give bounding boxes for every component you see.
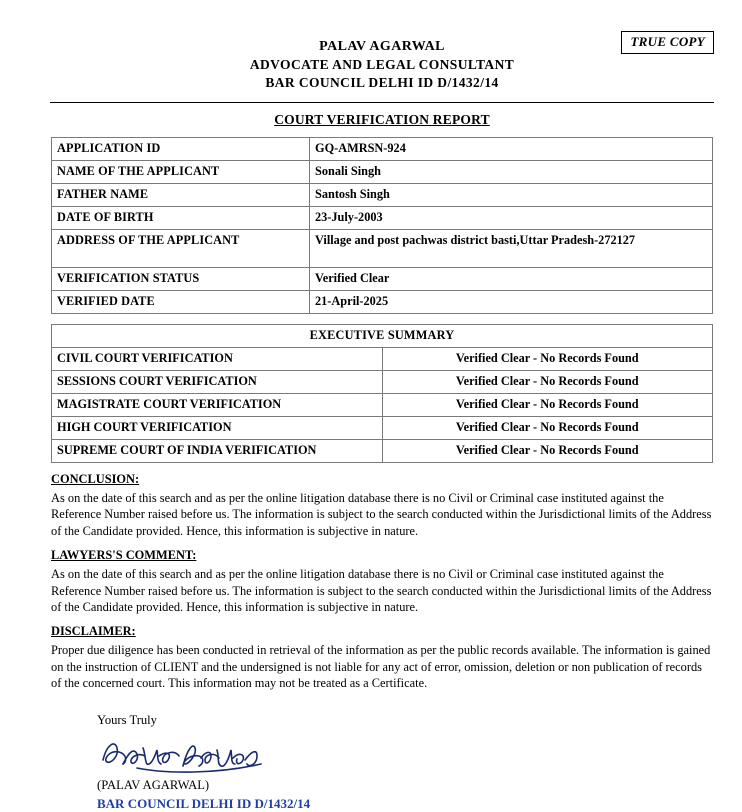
closing-block — [51, 713, 713, 812]
detail-value: 21-April-2025 — [310, 291, 713, 314]
executive-summary-table — [51, 324, 713, 463]
summary-label: CIVIL COURT VERIFICATION — [52, 348, 383, 371]
detail-label: NAME OF THE APPLICANT — [52, 161, 310, 184]
table-row — [52, 138, 713, 161]
detail-label: VERIFICATION STATUS — [52, 268, 310, 291]
letterhead — [50, 38, 714, 92]
summary-value: Verified Clear - No Records Found — [382, 417, 713, 440]
section-body: Proper due diligence has been conducted in retrieval of the information as per the public records available. The information is gained on the instruction of CLIENT and the undersigned is not liable for any act of error, omission, deletion or non publication of records of the concerned court. This information may not be treated as a Certificate. — [51, 643, 711, 691]
table-row — [52, 371, 713, 394]
detail-label: DATE OF BIRTH — [52, 207, 310, 230]
applicant-details-table — [51, 137, 713, 314]
table-row — [52, 207, 713, 230]
letterhead-bar-id: BAR COUNCIL DELHI ID D/1432/14 — [265, 75, 499, 91]
disclaimer-section — [51, 624, 713, 691]
detail-label: ADDRESS OF THE APPLICANT — [52, 230, 310, 268]
section-heading: DISCLAIMER: — [51, 624, 136, 639]
true-copy-stamp: TRUE COPY — [621, 31, 714, 54]
signature-image — [97, 734, 713, 778]
detail-value: Village and post pachwas district basti,Uttar Pradesh-272127 — [310, 230, 713, 268]
conclusion-section — [51, 472, 713, 539]
table-row — [52, 417, 713, 440]
summary-value: Verified Clear - No Records Found — [382, 440, 713, 463]
summary-value: Verified Clear - No Records Found — [382, 394, 713, 417]
table-row — [52, 348, 713, 371]
header-divider — [50, 102, 714, 103]
letterhead-designation: ADVOCATE AND LEGAL CONSULTANT — [249, 57, 515, 73]
section-heading: LAWYERS'S COMMENT: — [51, 548, 197, 563]
lawyers-comment-section — [51, 548, 713, 615]
detail-value: GQ-AMRSN-924 — [310, 138, 713, 161]
detail-label: FATHER NAME — [52, 184, 310, 207]
signatory-name: (PALAV AGARWAL) — [97, 778, 210, 793]
letterhead-name: PALAV AGARWAL — [319, 39, 445, 54]
signatory-bar-id: BAR COUNCIL DELHI ID D/1432/14 — [97, 796, 311, 812]
yours-truly-label: Yours Truly — [97, 713, 157, 728]
table-row — [52, 325, 713, 348]
table-row — [52, 291, 713, 314]
table-row — [52, 230, 713, 268]
detail-label: APPLICATION ID — [52, 138, 310, 161]
summary-value: Verified Clear - No Records Found — [382, 371, 713, 394]
table-row — [52, 268, 713, 291]
detail-label: VERIFIED DATE — [52, 291, 310, 314]
detail-value: Verified Clear — [310, 268, 713, 291]
summary-label: SUPREME COURT OF INDIA VERIFICATION — [52, 440, 383, 463]
summary-value: Verified Clear - No Records Found — [382, 348, 713, 371]
section-body: As on the date of this search and as per the online litigation database there is no Civil or Criminal case instituted against the Reference Number raised before us. The information is subject to the search conducted within the Jurisdictional limits of the Address of the Candidate provided. Hence, this information is subjective in nature. — [51, 491, 712, 538]
table-row — [52, 161, 713, 184]
detail-value: Santosh Singh — [310, 184, 713, 207]
summary-label: HIGH COURT VERIFICATION — [52, 417, 383, 440]
table-row — [52, 184, 713, 207]
summary-label: SESSIONS COURT VERIFICATION — [52, 371, 383, 394]
table-row — [52, 394, 713, 417]
detail-value: 23-July-2003 — [310, 207, 713, 230]
section-heading: CONCLUSION: — [51, 472, 140, 487]
summary-label: MAGISTRATE COURT VERIFICATION — [52, 394, 383, 417]
summary-header: EXECUTIVE SUMMARY — [52, 325, 713, 348]
table-row — [52, 440, 713, 463]
section-body: As on the date of this search and as per the online litigation database there is no Civil or Criminal case instituted against the Reference Number raised before us. The information is subject to the search conducted within the Jurisdictional limits of the Address of the Candidate provided. Hence, this information is subjective in nature. — [51, 567, 712, 614]
page-title: COURT VERIFICATION REPORT — [274, 112, 490, 128]
detail-value: Sonali Singh — [310, 161, 713, 184]
